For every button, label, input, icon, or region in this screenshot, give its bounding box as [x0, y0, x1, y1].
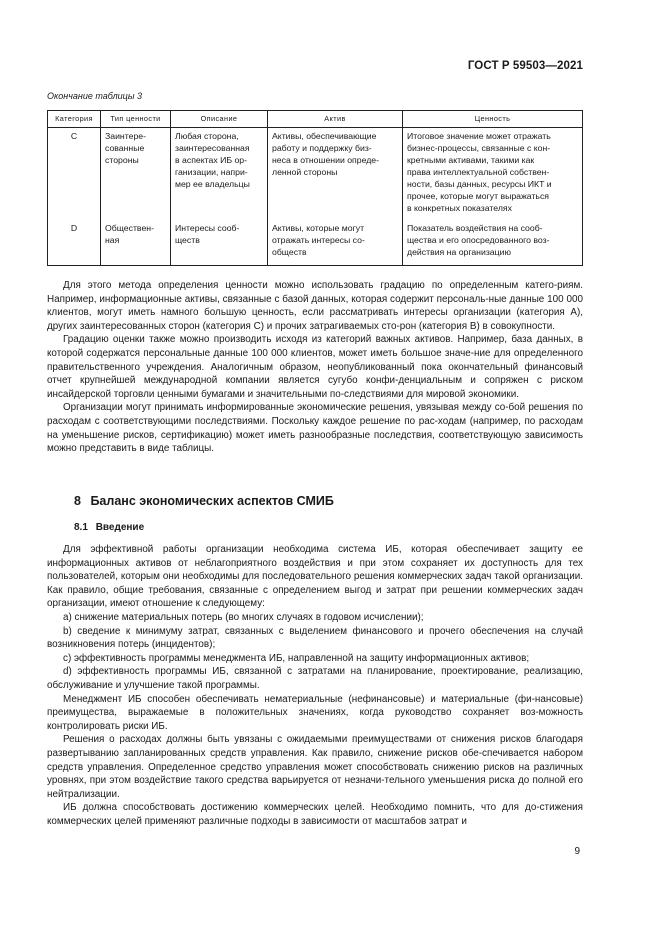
- subsection-heading: [74, 522, 144, 533]
- column-header: Актив: [268, 111, 403, 128]
- column-header: Категория: [48, 111, 101, 128]
- column-header: Ценность: [403, 111, 583, 128]
- paragraph: Решения о расходах должны быть увязаны с ожидаемыми преимуществами от снижения рисков благодаря развертыванию запланированных средств управления. Как правило, снижение рисков обе-спечивается набором средств управления. Определенное средство управления может способствовать снижению рисков на различных уровнях, при этом воздействие такого средства варьируется от незначи-тельного уменьшения риска до полной его нейтрализации.: [47, 734, 583, 800]
- table-header-row: [48, 111, 583, 128]
- section-title: Баланс экономических аспектов СМИБ: [90, 494, 334, 508]
- paragraph: ИБ должна способствовать достижению коммерческих целей. Необходимо помнить, что для до-стижения коммерческих целей применяют различные подходы в зависимости от масштабов затрат и: [47, 802, 583, 827]
- cell-description: Интересы сооб- ществ: [171, 220, 268, 266]
- paragraph: Для эффективной работы организации необходима система ИБ, которая обеспечивает защиту ее информационных активов от неблагоприятного воздействия и при этом сохраняет их доступность для тех пользователей, которым они необходимы для последовательного решения коммерческих задач такой организации. Как правило, общие требования, связанные с определением выгод и затрат при решении коммерческих задач организации, имеют отношение к следующему:: [47, 544, 583, 610]
- cell-value-type: Обществен- ная: [101, 220, 171, 266]
- value-table: [47, 110, 583, 266]
- table-row: [48, 220, 583, 266]
- table-caption: Окончание таблицы 3: [47, 91, 142, 101]
- cell-description: Любая сторона, заинтересованная в аспектах ИБ ор- ганизации, напри- мер ее владельцы: [171, 128, 268, 220]
- body-text-bottom: [47, 543, 583, 828]
- cell-value: Итоговое значение может отражать бизнес-процессы, связанные с кон- кретными активами, такими как права интеллектуальной собствен- ности, базы данных, ресурсы ИКТ и прочее, которые могут выражаться в конкретных показателях: [403, 128, 583, 220]
- body-text-top: [47, 279, 583, 456]
- paragraph: Градацию оценки также можно производить исходя из категорий важных активов. Например, база данных, в которой содержатся персональные данные 100 000 клиентов, может иметь большое значе-ние для определенного правительственного учреждения. Аналогичным образом, неопубликованный пока окончательный финансовый отчет крупнейшей международной компании является сугубо конфи-денциальным и сопряжен с риском инсайдерской торговли ценными бумагами и значительными по-следствиями для мировой экономики.: [47, 334, 583, 400]
- section-heading: [74, 494, 334, 508]
- cell-category: C: [48, 128, 101, 220]
- subsection-title: Введение: [95, 522, 145, 533]
- cell-value: Показатель воздействия на сооб- щества и его опосредованного воз- действия на организацию: [403, 220, 583, 266]
- subsection-number: 8.1: [74, 522, 88, 533]
- column-header: Описание: [171, 111, 268, 128]
- page-number: 9: [574, 846, 580, 857]
- list-item: с) эффективность программы менеджмента ИБ, направленной на защиту информационных активов;: [63, 652, 530, 664]
- paragraph: Для этого метода определения ценности можно использовать градацию по определенным катего-риям. Например, информационные активы, связанные с базой данных, которая содержит персональ-ные данные 100 000 клиентов, могут иметь намного большую ценность, если рассматривать интересы организации (категория А), других заинтересованных сторон (категория С) и прочих затрагиваемых сто-рон (категория В) в совокупности.: [47, 280, 583, 332]
- column-header: Тип ценности: [101, 111, 171, 128]
- paragraph: Организации могут принимать информированные экономические решения, увязывая между со-бой решения по расходам с соответствующими последствиями. Поскольку каждое решение по рас-ходам (например, по расходам на уменьшение рисков, сертификацию) может иметь разнообразные последствия, соответствующую зависимость можно представить в виде таблицы.: [47, 402, 583, 455]
- list-item: а) снижение материальных потерь (во многих случаях в годовом исчислении);: [63, 611, 424, 623]
- cell-category: D: [48, 220, 101, 266]
- cell-asset: Активы, обеспечивающие работу и поддержку биз- неса в отношении опреде- ленной стороны: [268, 128, 403, 220]
- cell-asset: Активы, которые могут отражать интересы со- обществ: [268, 220, 403, 266]
- list-item: b) сведение к минимуму затрат, связанных с выделением финансового и прочего обеспечения на случай возникновения потерь (инцидентов);: [47, 625, 583, 651]
- section-number: 8: [74, 494, 81, 508]
- paragraph: Менеджмент ИБ способен обеспечивать нематериальные (нефинансовые) и материальные (фи-нансовые) преимущества, выражаемые в положительных значениях, когда руководство сохраняет воз-можность контролировать риски ИБ.: [47, 693, 583, 732]
- cell-value-type: Заинтере- сованные стороны: [101, 128, 171, 220]
- list-item: d) эффективность программы ИБ, связанной с затратами на планирование, проектирование, реализацию, обслуживание и улучшение такой программы.: [47, 666, 583, 691]
- document-code: ГОСТ Р 59503—2021: [467, 60, 583, 72]
- table-row: [48, 128, 583, 220]
